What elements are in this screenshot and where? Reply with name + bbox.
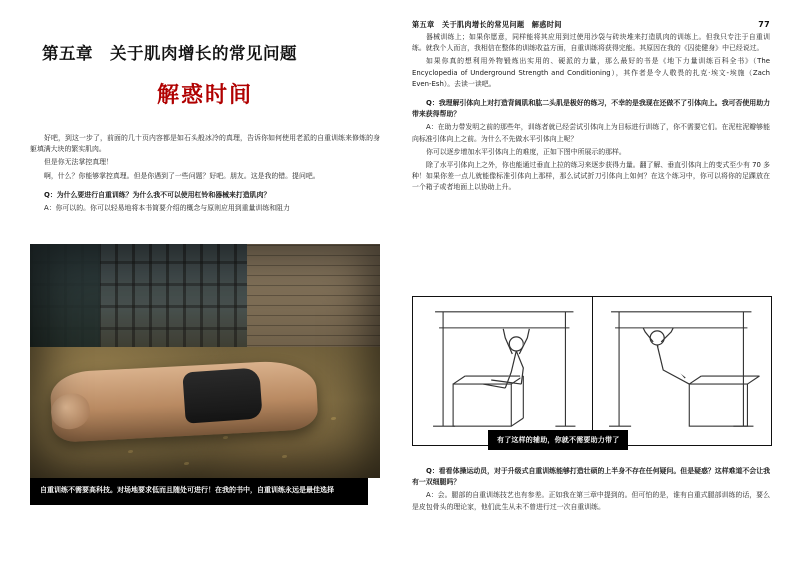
paragraph: 好吧，到这一步了，前面的几十页内容都是如石头般冰冷的真理，告诉你如何使用老派的自重训练来修炼的身躯填满大块的繁实肌肉。 bbox=[30, 134, 380, 154]
fence-left-post bbox=[30, 244, 100, 352]
answer: A：你可以的。你可以轻易地将本书简要介绍的概念与原则应用到重量训练和阻力 bbox=[44, 203, 290, 212]
question: Q：看看体操运动员，对于升级式自重训练能够打造壮硕的上半身不存在任何疑问。但是疑惑？这样难道不会让我有一双细腿吗？ bbox=[412, 467, 770, 487]
paragraph: 但是你无法掌控真理！ bbox=[44, 158, 113, 167]
answer: A：会。腿部的自重训练技艺也有参差。正如我在第三章中提到的。但可怕的是，谁有自重式腿部训练的话，要么是皮包骨头的理论家，他们此生从未不曾进行过一次自重训练。 bbox=[412, 491, 770, 511]
running-head-title: 第五章 关于肌肉增长的常见问题 解惑时间 bbox=[412, 20, 562, 29]
question: Q：为什么要进行自重训练？为什么我不可以使用杠铃和器械来打造肌肉？ bbox=[44, 190, 271, 199]
answer: A：在助力带发明之前的那些年，训练者就已经尝试引体向上为目标进行训练了，你不需要它们。在泥柱泥瓣够能向标准引体向上之前。为什么不先做水平引体向上呢？ bbox=[412, 123, 770, 143]
jackknife-pullup-art-2 bbox=[593, 297, 772, 445]
paragraph: 啊，什么？你能够掌控真理。但是你遇到了一些问题？好吧。朋友。这是我的错。提问吧。 bbox=[44, 171, 320, 180]
paragraph: 如果你真的想利用外物锻炼出实用的、硬派的力量，那么最好的书是《地下力量训练百科全书》（The Encyclopedia of Underground Strength and Conditioning），其作者是令人敬畏的扎克·埃文-埃施（Zach Even-Esh）。去读一读吧。 bbox=[412, 57, 770, 88]
question: Q：我理解引体向上对打造背阔肌和肱二头肌是极好的练习，不幸的是我现在还做不了引体向上。我可否使用助力带来获得帮助？ bbox=[412, 98, 770, 119]
illustration-caption: 有了这样的辅助，你就不需要助力带了 bbox=[488, 430, 628, 450]
paragraph: 器械训练上；如果你愿意，同样能将其应用到过使用沙袋与砖块堆来打造肌肉的训练上。但我只专注于自重训练。就我个人而言，我相信在整体的训练收益方面，自重训练将获得完能。其原因在我的《囚徒健身》中已经说过。 bbox=[412, 33, 770, 53]
photo-base bbox=[30, 244, 380, 478]
photo-caption: 自重训练不需要高科技。对场地要求低而且随处可进行！在我的书中，自重训练永远是最佳选择 bbox=[30, 478, 368, 505]
illustration-panel bbox=[412, 296, 772, 446]
photo-bodyweight-training bbox=[30, 244, 380, 478]
illustration-right bbox=[592, 297, 772, 445]
chapter-title: 第五章 关于肌肉增长的常见问题 bbox=[42, 44, 297, 63]
athlete-shorts bbox=[182, 368, 262, 425]
answer: 你可以逐步增加水平引体向上的难度，正如下图中所展示的那样。 bbox=[426, 147, 626, 156]
page-number: 77 bbox=[758, 20, 770, 29]
chapter-subtitle: 解惑时间 bbox=[156, 83, 253, 108]
answer: 除了水平引体向上之外，你也能通过垂直上拉的练习来逐步获得力量。翻了解、垂直引体向上的变式至少有 70 多种！如果你差一点儿就能像标准引体向上那样，那么试试折刀引体向上如何？在这个练习中，你可以将你的足踝放在一个箱子或者地面上以协助上升。 bbox=[412, 160, 770, 192]
jackknife-pullup-art-1 bbox=[413, 297, 592, 445]
wall-background bbox=[247, 244, 380, 356]
right-page bbox=[412, 18, 770, 546]
illustration-left bbox=[413, 297, 592, 445]
